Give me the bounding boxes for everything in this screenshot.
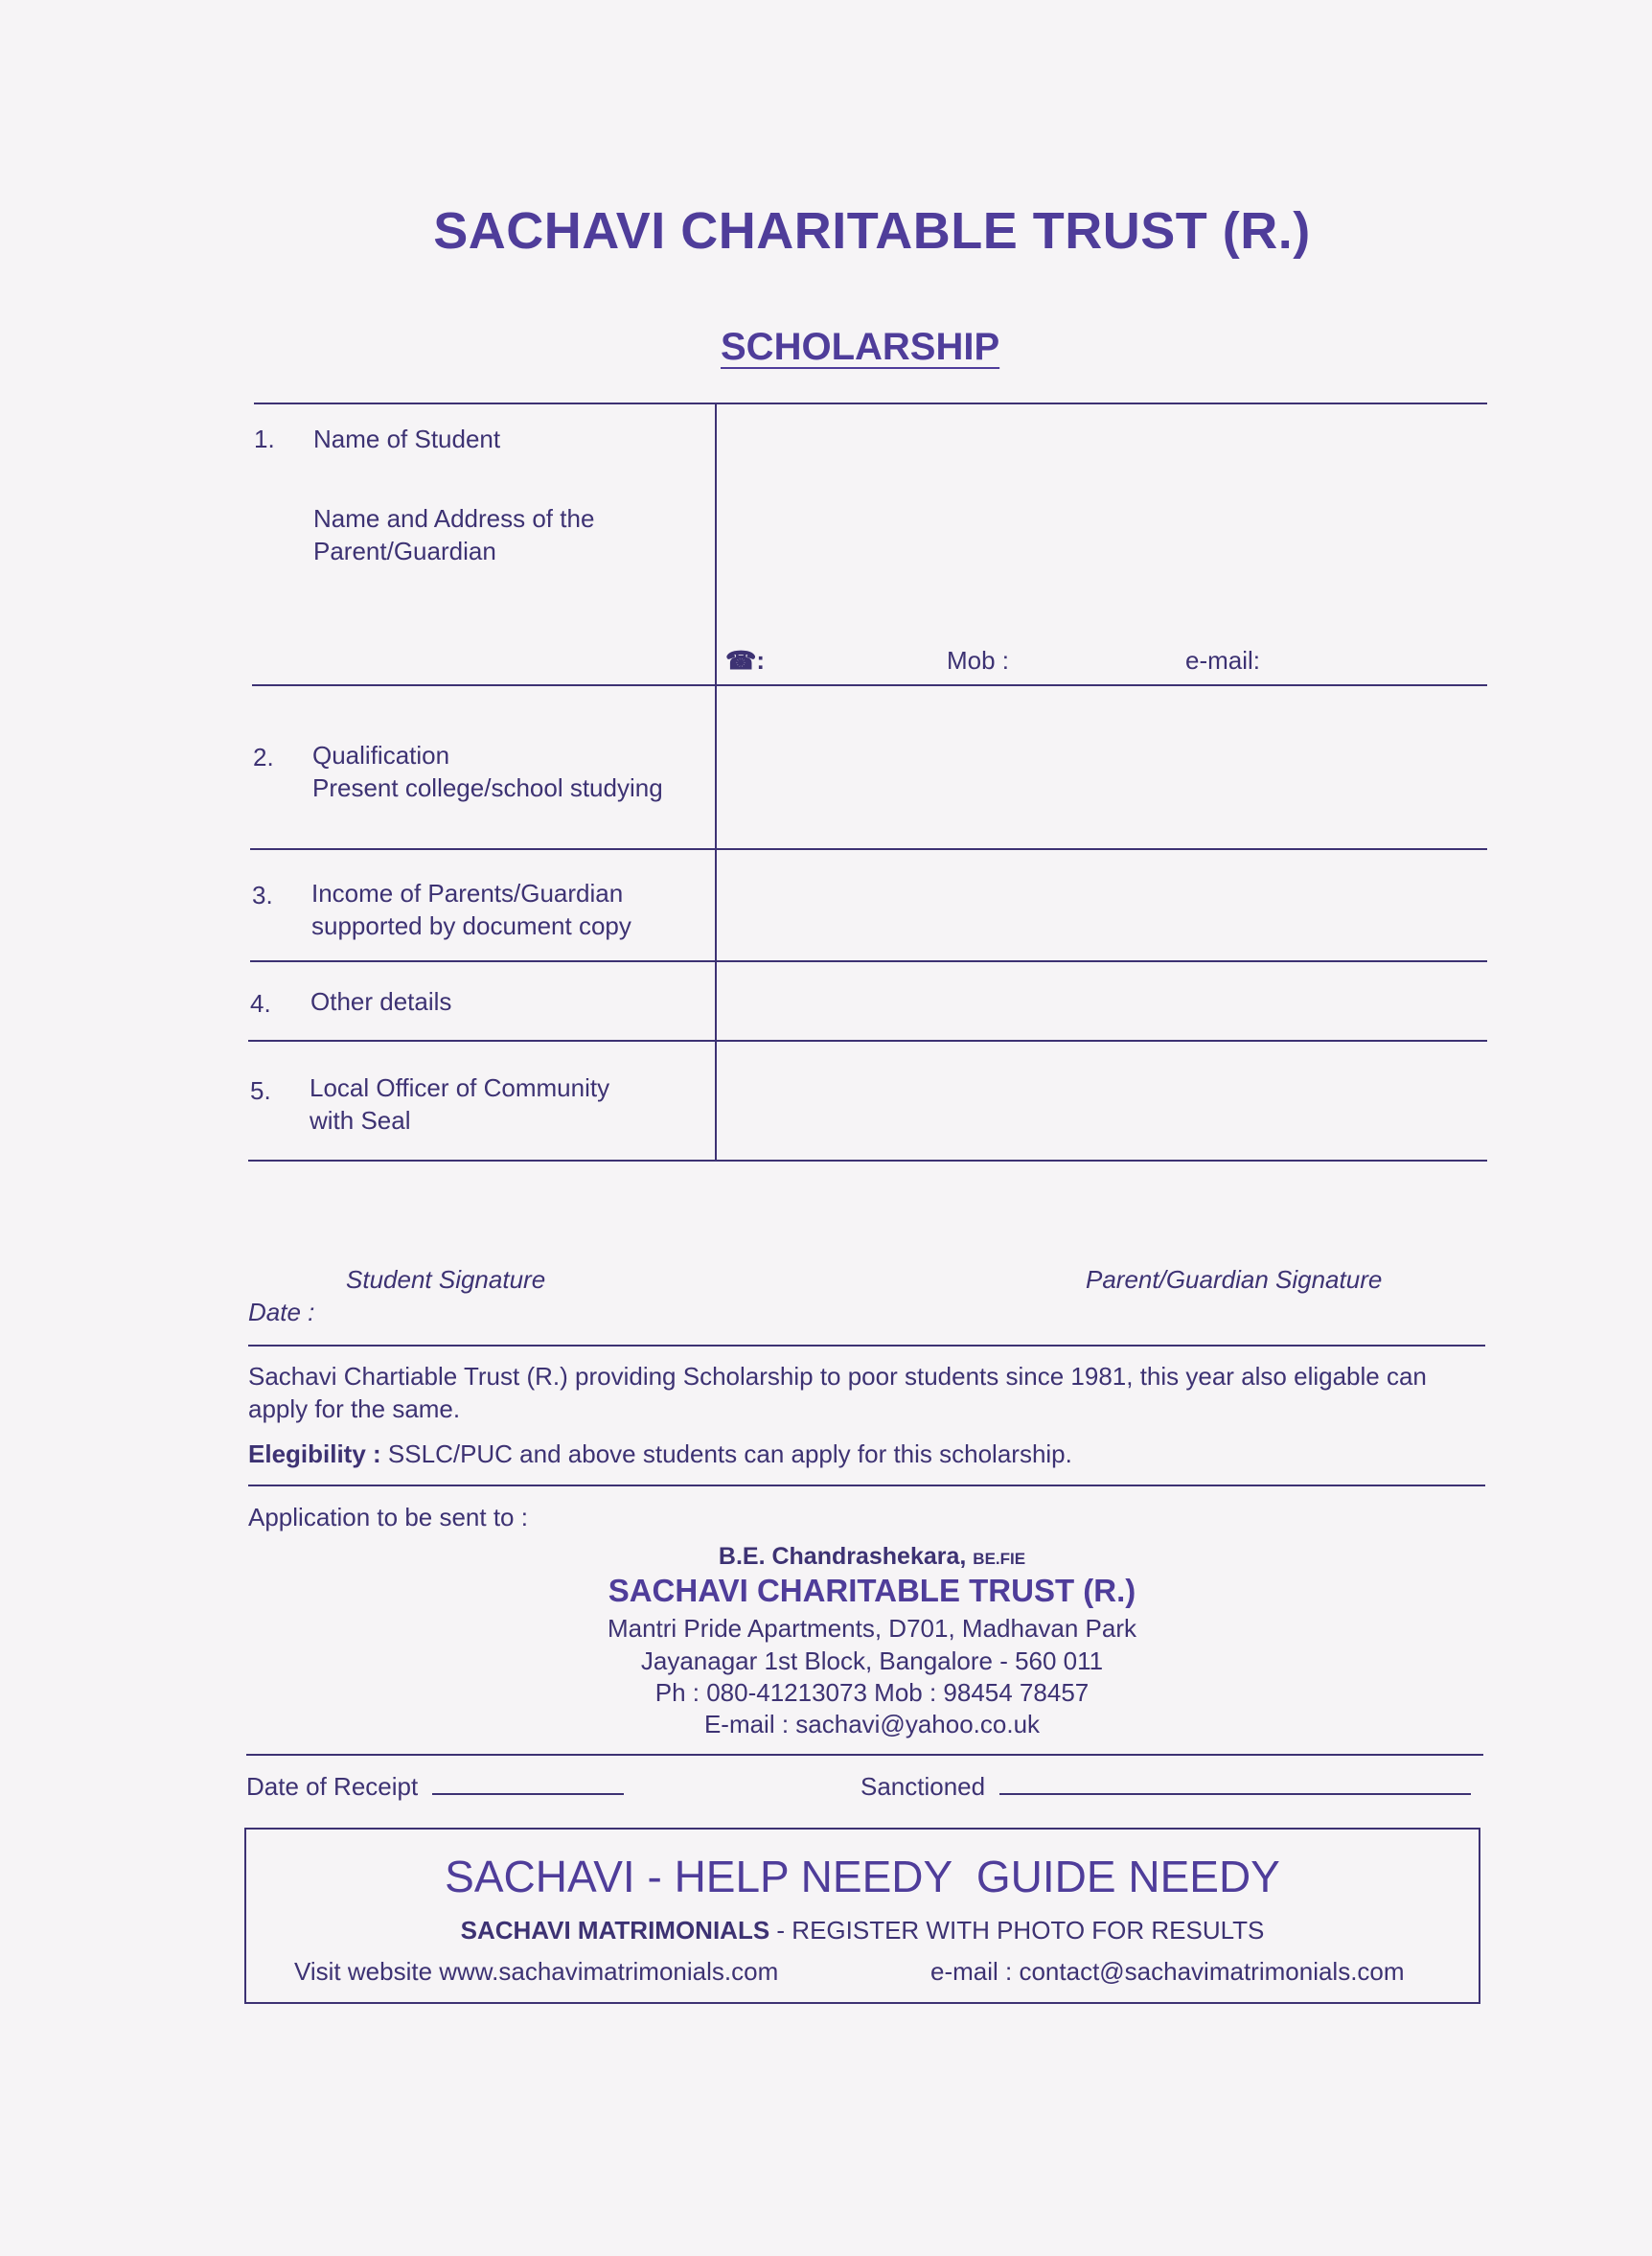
row2-number: 2. <box>253 743 274 771</box>
trust-info-line2: apply for the same. <box>248 1394 461 1423</box>
parent-signature-label: Parent/Guardian Signature <box>1086 1265 1383 1294</box>
row1-bottom-rule <box>252 684 1487 686</box>
row3-bottom-rule <box>250 960 1487 962</box>
matrimonial-tagline: - REGISTER WITH PHOTO FOR RESULTS <box>776 1916 1265 1945</box>
row3-number: 3. <box>252 881 273 909</box>
table-column-divider <box>715 403 717 1162</box>
eligibility-line <box>248 1438 1072 1470</box>
address-email: E-mail : sachavi@yahoo.co.uk <box>703 1710 1041 1738</box>
date-of-receipt-field <box>246 1770 624 1803</box>
row4-number: 4. <box>250 989 271 1018</box>
signature-rule <box>248 1345 1485 1347</box>
parent-address-label <box>313 502 594 567</box>
sanctioned-blank <box>999 1793 1471 1795</box>
trust-info-paragraph <box>248 1360 1494 1425</box>
date-of-receipt-blank <box>432 1793 624 1795</box>
sanctioned-label: Sanctioned <box>860 1772 986 1801</box>
address-phone: Ph : 080-41213073 Mob : 98454 78457 <box>654 1678 1090 1707</box>
income-label <box>311 877 631 942</box>
local-officer-label-line1: Local Officer of Community <box>310 1073 610 1102</box>
footer-website: Visit website www.sachavimatrimonials.com <box>294 1957 779 1986</box>
parent-address-label-line1: Name and Address of the <box>313 504 595 533</box>
income-label-line1: Income of Parents/Guardian <box>311 879 624 908</box>
mobile-label: Mob : <box>947 646 1010 675</box>
eligibility-label: Elegibility : <box>248 1439 381 1468</box>
address-line1: Mantri Pride Apartments, D701, Madhavan Park <box>607 1614 1137 1643</box>
row4-bottom-rule <box>248 1040 1487 1042</box>
footer-slogan: SACHAVI - HELP NEEDY GUIDE NEEDY <box>445 1852 1280 1901</box>
other-details-label: Other details <box>310 987 452 1016</box>
footer-email: e-mail : contact@sachavimatrimonials.com <box>930 1957 1405 1986</box>
footer-matrimonial-line <box>246 1914 1479 1946</box>
student-signature-label: Student Signature <box>346 1265 546 1294</box>
trust-title: SACHAVI CHARITABLE TRUST (R.) <box>433 202 1311 260</box>
parent-address-label-line2: Parent/Guardian <box>313 537 496 565</box>
contact-name-text: B.E. Chandrashekara, <box>718 1543 967 1570</box>
contact-name-suffix: BE.FIE <box>973 1550 1026 1568</box>
local-officer-label-line2: with Seal <box>310 1106 411 1135</box>
eligibility-text: SSLC/PUC and above students can apply for this scholarship. <box>387 1439 1072 1468</box>
matrimonial-ad-box <box>244 1828 1480 2004</box>
trust-info-line1: Sachavi Chartiable Trust (R.) providing Scholarship to poor students since 1981, this year also eligable can <box>248 1362 1427 1391</box>
qualification-label <box>312 739 663 804</box>
matrimonial-brand: SACHAVI MATRIMONIALS <box>460 1916 770 1945</box>
local-officer-label <box>310 1071 609 1137</box>
address-rule <box>246 1754 1483 1756</box>
address-org-name: SACHAVI CHARITABLE TRUST (R.) <box>608 1573 1136 1608</box>
qualification-label-line1: Qualification <box>312 741 450 770</box>
row5-number: 5. <box>250 1076 271 1105</box>
telephone-icon: ☎: <box>725 646 766 675</box>
form-subtitle: SCHOLARSHIP <box>721 326 1000 368</box>
row2-bottom-rule <box>250 848 1487 850</box>
email-label: e-mail: <box>1185 646 1261 675</box>
sanctioned-field <box>860 1770 1471 1803</box>
qualification-label-line2: Present college/school studying <box>312 773 663 802</box>
date-label: Date : <box>248 1298 315 1326</box>
application-sent-to-label: Application to be sent to : <box>248 1503 528 1531</box>
row1-number: 1. <box>254 425 275 453</box>
date-of-receipt-label: Date of Receipt <box>246 1772 419 1801</box>
student-name-label: Name of Student <box>313 425 501 453</box>
contact-name <box>0 1540 1652 1576</box>
table-top-rule <box>254 403 1487 404</box>
income-label-line2: supported by document copy <box>311 911 631 940</box>
info-rule <box>248 1485 1485 1486</box>
table-bottom-rule <box>248 1160 1487 1162</box>
address-line2: Jayanagar 1st Block, Bangalore - 560 011 <box>640 1646 1104 1675</box>
